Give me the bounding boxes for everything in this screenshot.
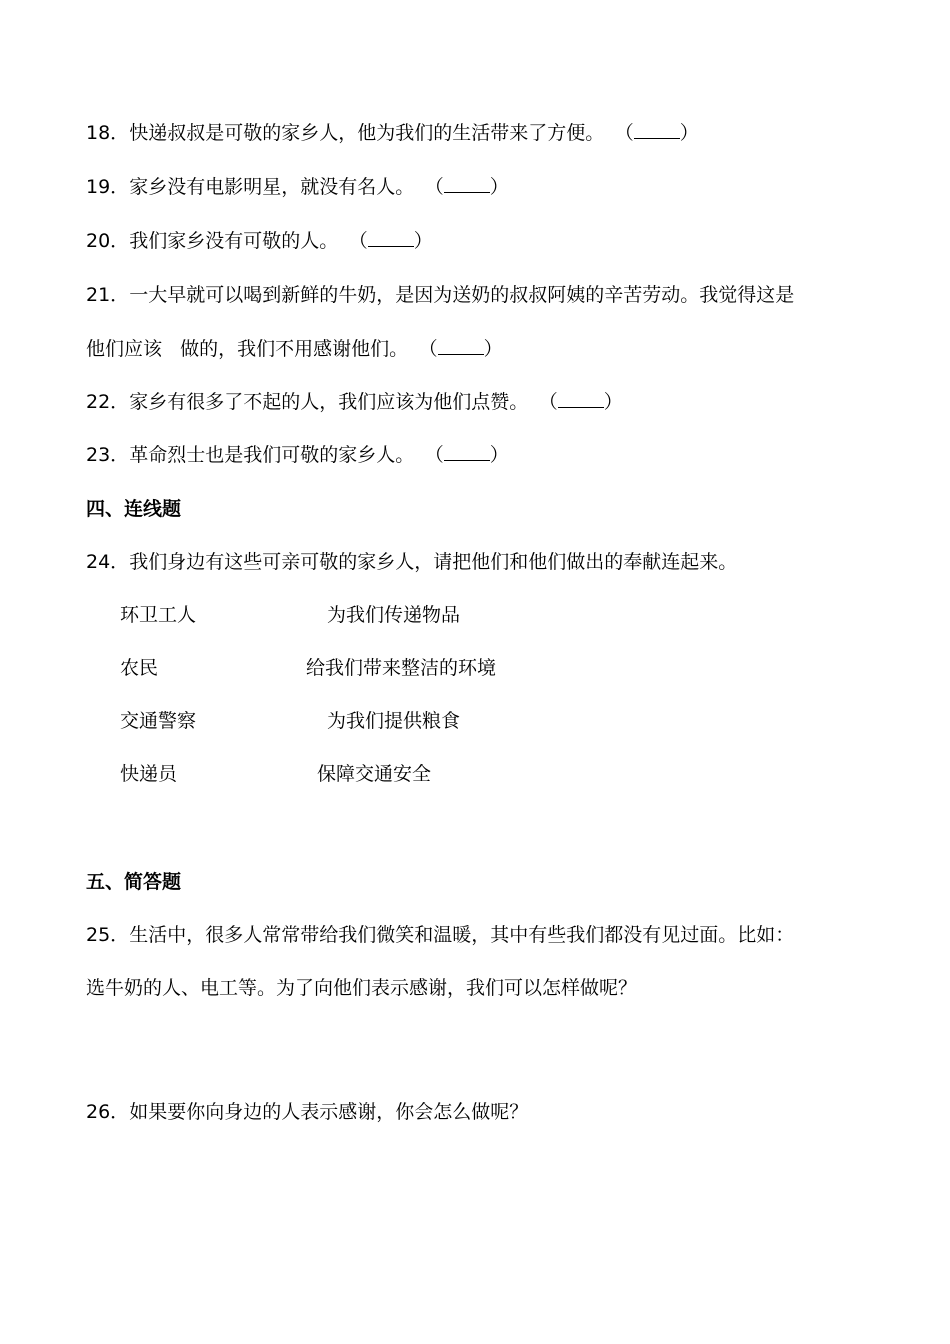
close-paren: ）: [603, 391, 623, 413]
answer-blank[interactable]: [444, 175, 490, 193]
question-24: [86, 549, 737, 575]
close-paren: ）: [413, 230, 433, 252]
answer-blank[interactable]: [634, 121, 680, 139]
question-21: [86, 282, 794, 308]
question-number: 23．: [86, 444, 130, 466]
match-left-item[interactable]: 快递员: [120, 763, 178, 785]
question-number: 26．: [86, 1101, 130, 1123]
question-number: 19．: [86, 176, 130, 198]
question-22: [86, 389, 623, 415]
question-text: 如果要你向身边的人表示感谢，你会怎么做呢？: [129, 1101, 529, 1123]
match-right-item[interactable]: 保障交通安全: [317, 763, 432, 785]
close-paren: ）: [489, 444, 509, 466]
answer-blank[interactable]: [558, 390, 604, 408]
question-26: [86, 1099, 528, 1125]
question-number: 18．: [86, 122, 130, 144]
question-number: 24．: [86, 551, 130, 573]
match-right-item[interactable]: 为我们提供粮食: [327, 710, 461, 732]
question-text: 革命烈士也是我们可敬的家乡人。: [129, 444, 415, 466]
question-number: 21．: [86, 284, 130, 306]
question-text: 一大早就可以喝到新鲜的牛奶，是因为送奶的叔叔阿姨的辛苦劳动。我觉得这是: [129, 284, 795, 306]
question-text: 快递叔叔是可敬的家乡人，他为我们的生活带来了方便。: [129, 122, 605, 144]
section-heading-matching: 四、连线题: [86, 498, 182, 520]
answer-blank[interactable]: [444, 443, 490, 461]
question-text: 我们身边有这些可亲可敬的家乡人，请把他们和他们做出的奉献连起来。: [129, 551, 738, 573]
open-paren: （: [434, 176, 444, 198]
open-paren: （: [548, 391, 558, 413]
question-text: 选牛奶的人、电工等。为了向他们表示感谢，我们可以怎样做呢？: [86, 977, 638, 999]
question-number: 22．: [86, 391, 130, 413]
open-paren: （: [624, 122, 634, 144]
question-21-continued: [86, 336, 503, 362]
question-25-continued: [86, 975, 637, 1001]
answer-blank[interactable]: [368, 229, 414, 247]
close-paren: ）: [489, 176, 509, 198]
question-number: 20．: [86, 230, 130, 252]
match-right-item[interactable]: 为我们传递物品: [327, 604, 461, 626]
question-25: [86, 922, 794, 948]
question-18: [86, 120, 699, 146]
match-left-item[interactable]: 农民: [120, 657, 159, 679]
section-heading-short-answer: 五、简答题: [86, 871, 182, 893]
question-23: [86, 442, 509, 468]
close-paren: ）: [679, 122, 699, 144]
answer-blank[interactable]: [438, 337, 484, 355]
open-paren: （: [428, 338, 438, 360]
question-text: 家乡有很多了不起的人，我们应该为他们点赞。: [129, 391, 529, 413]
open-paren: （: [358, 230, 368, 252]
question-text: 生活中，很多人常常带给我们微笑和温暖，其中有些我们都没有见过面。比如：: [129, 924, 795, 946]
open-paren: （: [434, 444, 444, 466]
question-text: 家乡没有电影明星，就没有名人。: [129, 176, 415, 198]
question-20: [86, 228, 433, 254]
match-right-item[interactable]: 给我们带来整洁的环境: [306, 657, 497, 679]
question-text: 我们家乡没有可敬的人。: [129, 230, 339, 252]
question-number: 25．: [86, 924, 130, 946]
match-left-item[interactable]: 环卫工人: [120, 604, 197, 626]
match-left-item[interactable]: 交通警察: [120, 710, 197, 732]
question-19: [86, 174, 509, 200]
close-paren: ）: [483, 338, 503, 360]
question-text: 他们应该 做的，我们不用感谢他们。: [86, 338, 409, 360]
